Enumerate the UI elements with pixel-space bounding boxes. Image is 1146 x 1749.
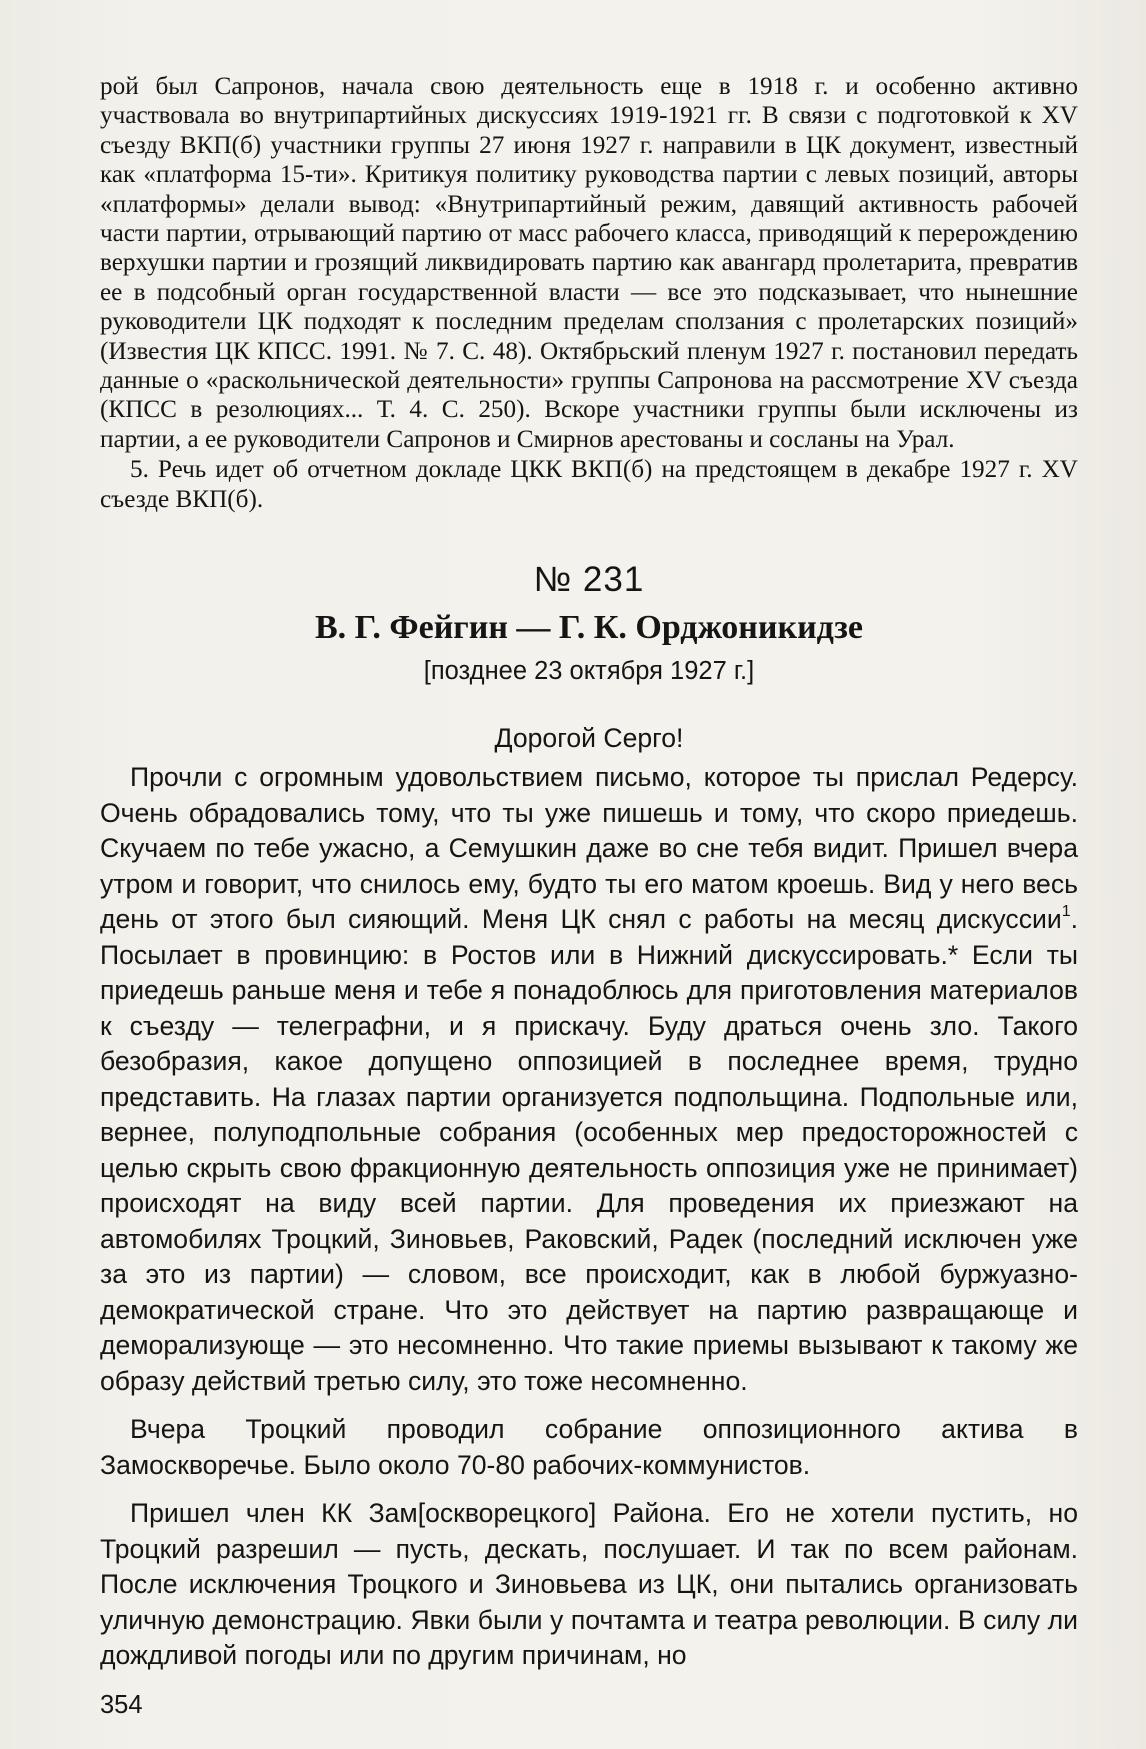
note-4-continuation: рой был Сапронов, начала свою деятельность еще в 1918 г. и особенно активно участвовала во внутрипартийных дискуссиях 1919-1921 гг. В связи с подготовкой к XV съезду ВКП(б) участники группы 27 июня 1927 г. направили в ЦК документ, известный как «платформа 15-ти». Критикуя политику руководства партии с левых позиций, авторы «платформы» делали вывод: «Внутрипартийный режим, давящий активность рабочей части партии, отрывающий партию от масс рабочего класса, приводящий к перерождению верхушки партии и грозящий ликвидировать партию как авангард пролетарита, превратив ее в подсобный орган государственной власти — все это подсказывает, что нынешние руководители ЦК подходят к последним пределам сползания с пролетарских позиций» (Известия ЦК КПСС. 1991. № 7. С. 48). Октябрьский пленум 1927 г. постановил передать данные о «раскольнической деятельности» группы Сапронова на рассмотрение XV съезда (КПСС в резолюциях... Т. 4. С. 250). Вскоре участники группы были исключены из партии, а ее руководители Сапронов и Смирнов арестованы и сосланы на Урал. (100, 73, 1078, 453)
letter-greeting: Дорогой Серго! (494, 723, 684, 754)
document-date: [позднее 23 октября 1927 г.] (423, 657, 755, 686)
endnotes-section (100, 72, 1078, 514)
page-number: 354 (100, 1691, 143, 1719)
paragraph-1-text-b: . Посылает в провинцию: в Ростов или в Нижний дискуссировать.* Если ты приедешь раньше меня и тебе я понадоблюсь для приготовления материалов к съезду — телеграфни, и я прискачу. Буду драться очень зло. Такого безобразия, какое допущено оппозицией в последнее время, трудно представить. На глазах партии организуется подпольщина. Подпольные или, вернее, полуподпольные собрания (особенных мер предосторожностей с целью скрыть свою фракционную деятельность оппозиция уже не принимает) происходят на виду всей партии. Для проведения их приезжают на автомобилях Троцкий, Зиновьев, Раковский, Радек (последний исключен уже за это из партии) — словом, все происходит, как в любой буржуазно-демократической стране. Что это действует на партию развращающе и деморализующе — это несомненно. Что такие приемы вызывают к такому же образу действий третью силу, это тоже несомненно. (100, 904, 1078, 1396)
letter-paragraph-2: Вчера Троцкий проводил собрание оппозиционного актива в Замоскворечье. Было около 70-80 рабочих-коммунистов. (100, 1414, 1078, 1480)
letter-paragraph-3: Пришел член КК Зам[оскворецкого] Района. Его не хотели пустить, но Троцкий разрешил — пусть, дескать, послушает. И так по всем районам. После исключения Троцкого и Зиновьева из ЦК, они пытались организовать уличную демонстрацию. Явки были у почтамта и театра революции. В силу ли дождливой погоды или по другим причинам, но (100, 1498, 1078, 1671)
paragraph-1-text-a: Прочли с огромным удовольствием письмо, которое ты прислал Редерсу. Очень обрадовались тому, что ты уже пишешь и тому, что скоро приедешь. Скучаем по тебе ужасно, а Семушкин даже во сне тебя видит. Пришел вчера утром и говорит, что снилось ему, будто ты его матом кроешь. Вид у него весь день от этого был сияющий. Меня ЦК снял с работы на месяц дискуссии (100, 762, 1078, 935)
letter-body (100, 760, 1078, 1674)
note-5: 5. Речь идет об отчетном докладе ЦКК ВКП(б) на предстоящем в декабре 1927 г. XV съезде ВКП(б). (100, 456, 1078, 513)
letter-paragraph-1 (100, 760, 1078, 1399)
document-number: № 231 (533, 560, 645, 600)
footnote-reference: 1 (1061, 903, 1071, 921)
document-title: В. Г. Фейгин — Г. К. Орджоникидзе (314, 609, 864, 647)
page-content (100, 72, 1078, 1674)
